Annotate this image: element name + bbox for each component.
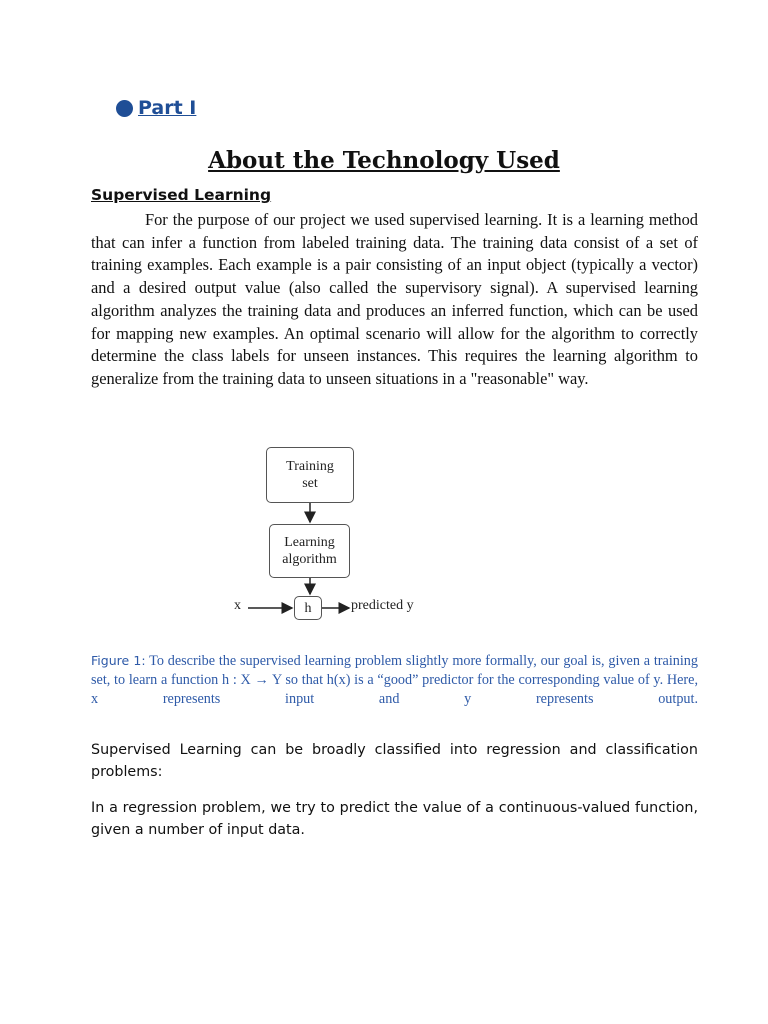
page-title: About the Technology Used bbox=[208, 147, 560, 174]
figure-caption bbox=[91, 651, 698, 709]
predicted-y-label: predicted y bbox=[351, 598, 414, 613]
supervised-learning-diagram bbox=[228, 440, 448, 630]
training-set-line2: set bbox=[302, 476, 318, 491]
classification-paragraph: Supervised Learning can be broadly classified into regression and classification problems: bbox=[91, 742, 698, 780]
regression-paragraph: In a regression problem, we try to predict the value of a continuous-valued function, given a number of input data. bbox=[91, 800, 698, 838]
training-set-line1: Training bbox=[286, 459, 334, 474]
part-label: Part I bbox=[138, 97, 197, 119]
section-heading: Supervised Learning bbox=[91, 186, 272, 204]
bullet-icon bbox=[116, 100, 133, 117]
intro-paragraph: For the purpose of our project we used supervised learning. It is a learning method that can infer a function from labeled training data. The training data consist of a set of training examples. Each example is a pair consisting of an input object (typically a vector) and a desired output value (also called the supervisory signal). A supervised learning algorithm analyzes the training data and produces an inferred function, which can be used for mapping new examples. An optimal scenario will allow for the algorithm to correctly determine the class labels for unseen instances. This requires the learning algorithm to generalize from the training data to unseen situations in a "reasonable" way. bbox=[91, 210, 698, 388]
hypothesis-box: h bbox=[294, 596, 322, 620]
figure-caption-label: Figure 1: bbox=[91, 653, 146, 668]
training-set-box bbox=[266, 447, 354, 503]
input-x-label: x bbox=[234, 598, 241, 613]
learning-algorithm-line2: algorithm bbox=[282, 552, 337, 567]
learning-algorithm-line1: Learning bbox=[284, 535, 335, 550]
learning-algorithm-box bbox=[269, 524, 350, 578]
figure-caption-text: To describe the supervised learning problem slightly more formally, our goal is, given a training set, to learn a function h : X → Y so that h(x) is a “good” predictor for the corresponding value of y. Here, x represents input and y represents output. bbox=[91, 653, 698, 707]
part-heading bbox=[116, 97, 196, 119]
